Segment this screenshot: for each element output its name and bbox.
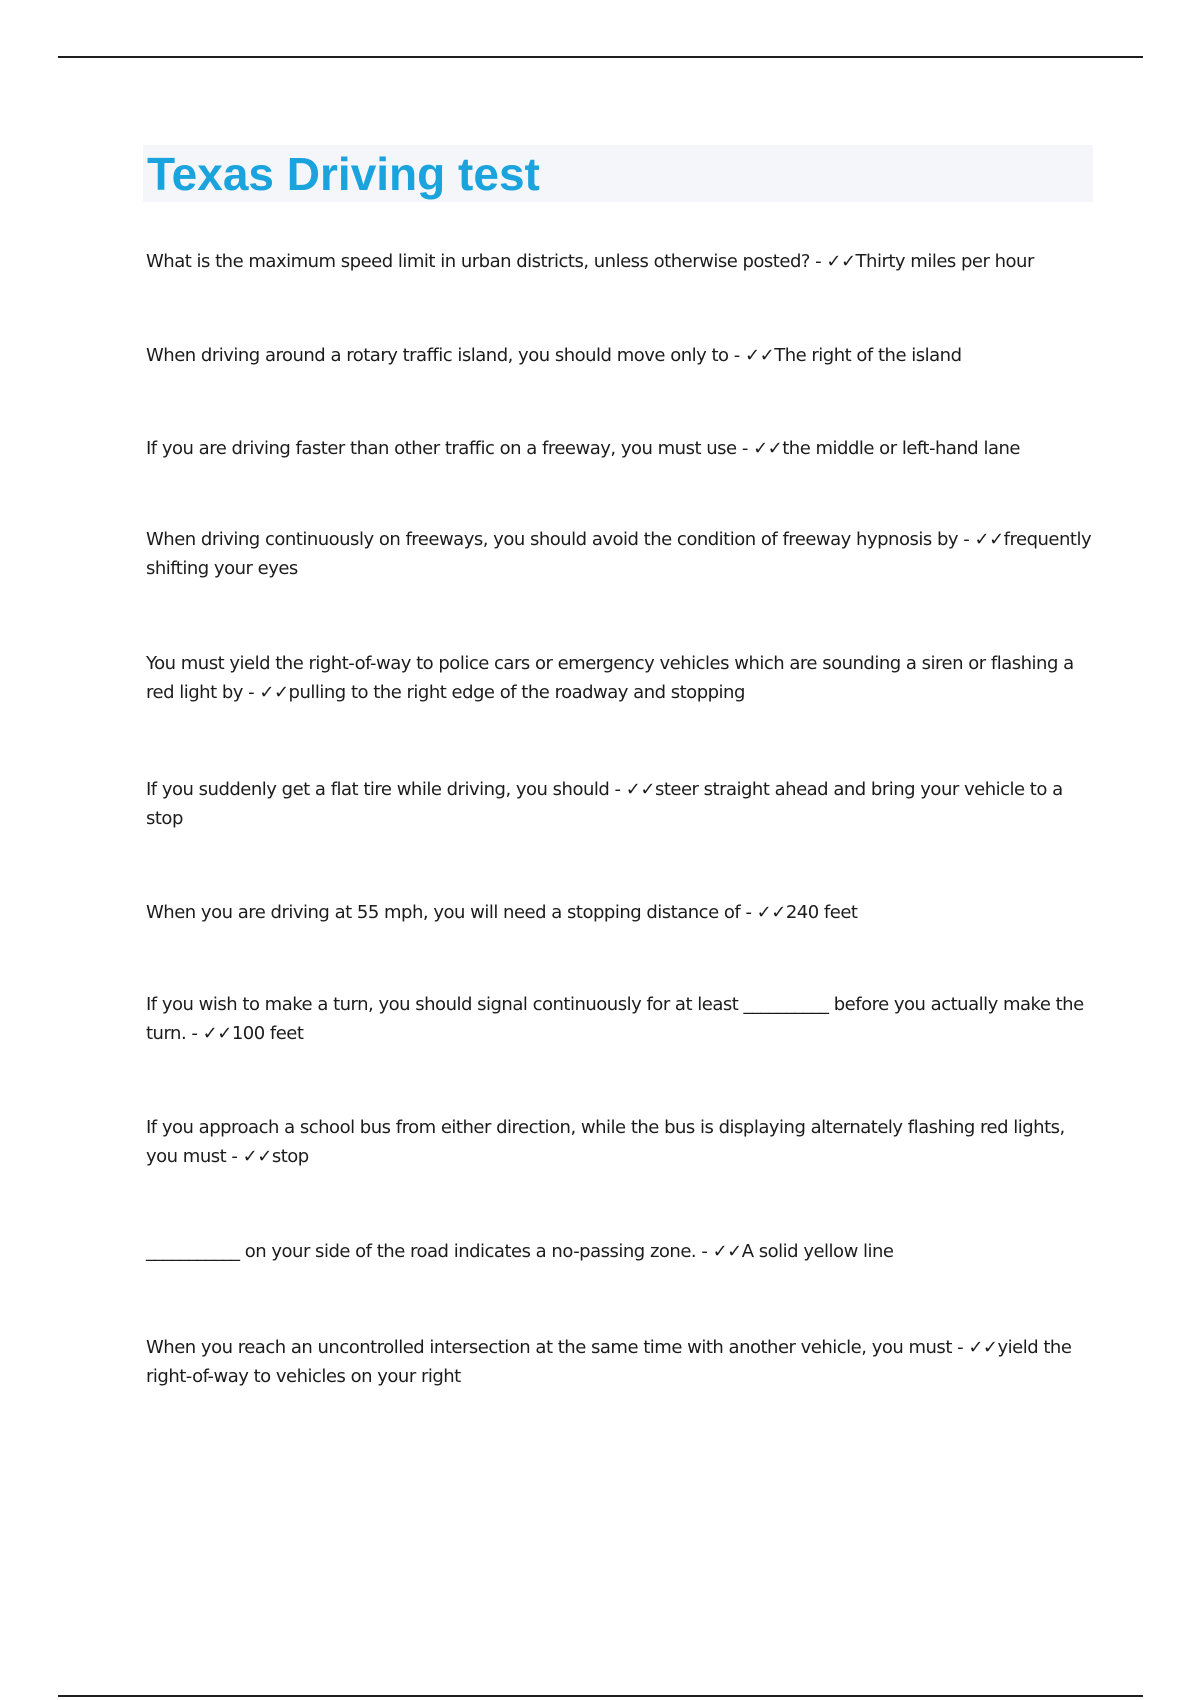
qa-item-3 xyxy=(146,435,1096,463)
answer-check-icon: ✓✓ xyxy=(753,438,783,459)
separator: - xyxy=(809,251,827,272)
qa-item-1 xyxy=(146,248,1096,276)
answer-text: stop xyxy=(271,1146,309,1167)
answer-check-icon: ✓✓ xyxy=(974,529,1004,550)
question-text: What is the maximum speed limit in urban districts, unless otherwise posted? xyxy=(146,251,810,272)
question-text: If you wish to make a turn, you should signal continuously for at least __________ before you actually make the turn. xyxy=(146,994,1084,1044)
question-text: If you suddenly get a flat tire while driving, you should xyxy=(146,779,610,800)
answer-text: the middle or left-hand lane xyxy=(782,438,1020,459)
answer-text: Thirty miles per hour xyxy=(855,251,1034,272)
answer-check-icon: ✓✓ xyxy=(756,902,786,923)
separator: - xyxy=(609,779,626,800)
qa-item-9 xyxy=(146,1113,1096,1171)
question-text: When driving around a rotary traffic island, you should move only to xyxy=(146,345,729,366)
question-text: When driving continuously on freeways, you should avoid the condition of freeway hypnosis by xyxy=(146,529,959,550)
answer-text: 240 feet xyxy=(785,902,858,923)
answer-text: yield the right-of-way to vehicles on your right xyxy=(146,1337,1072,1387)
separator: - xyxy=(728,345,746,366)
top-rule xyxy=(58,56,1143,58)
question-text: If you approach a school bus from either direction, while the bus is displaying alternately flashing red lights, you must xyxy=(146,1117,1065,1167)
question-text: When you are driving at 55 mph, you will need a stopping distance of xyxy=(146,902,741,923)
answer-check-icon: ✓✓ xyxy=(968,1337,998,1358)
qa-item-7 xyxy=(146,899,1096,927)
separator: - xyxy=(186,1023,203,1044)
answer-text: frequently shifting your eyes xyxy=(146,529,1092,579)
qa-item-11 xyxy=(146,1333,1096,1391)
separator: - xyxy=(958,529,975,550)
question-text: You must yield the right-of-way to police cars or emergency vehicles which are sounding a siren or flashing a red light by xyxy=(146,653,1074,703)
answer-text: 100 feet xyxy=(231,1023,304,1044)
qa-item-4 xyxy=(146,525,1096,583)
qa-item-10 xyxy=(146,1238,1096,1266)
separator: - xyxy=(242,682,260,703)
separator: - xyxy=(951,1337,969,1358)
document-title: Texas Driving test xyxy=(147,148,540,200)
separator: - xyxy=(696,1241,713,1262)
answer-check-icon: ✓✓ xyxy=(826,251,856,272)
qa-item-2 xyxy=(146,342,1096,370)
qa-item-5 xyxy=(146,649,1096,707)
answer-check-icon: ✓✓ xyxy=(259,682,289,703)
answer-check-icon: ✓✓ xyxy=(745,345,775,366)
answer-check-icon: ✓✓ xyxy=(242,1146,272,1167)
question-text: If you are driving faster than other traffic on a freeway, you must use xyxy=(146,438,737,459)
question-text: ___________ on your side of the road indicates a no-passing zone. xyxy=(146,1241,697,1262)
question-text: When you reach an uncontrolled intersection at the same time with another vehicle, you must xyxy=(146,1337,952,1358)
qa-item-6 xyxy=(146,775,1096,833)
answer-text: pulling to the right edge of the roadway and stopping xyxy=(288,682,745,703)
answer-text: A solid yellow line xyxy=(741,1241,894,1262)
bottom-rule xyxy=(58,1695,1143,1697)
answer-text: steer straight ahead and bring your vehicle to a stop xyxy=(146,779,1063,829)
separator: - xyxy=(740,902,757,923)
answer-check-icon: ✓✓ xyxy=(712,1241,742,1262)
separator: - xyxy=(736,438,754,459)
answer-text: The right of the island xyxy=(774,345,962,366)
separator: - xyxy=(226,1146,243,1167)
answer-check-icon: ✓✓ xyxy=(625,779,655,800)
answer-check-icon: ✓✓ xyxy=(202,1023,232,1044)
qa-item-8 xyxy=(146,990,1096,1048)
